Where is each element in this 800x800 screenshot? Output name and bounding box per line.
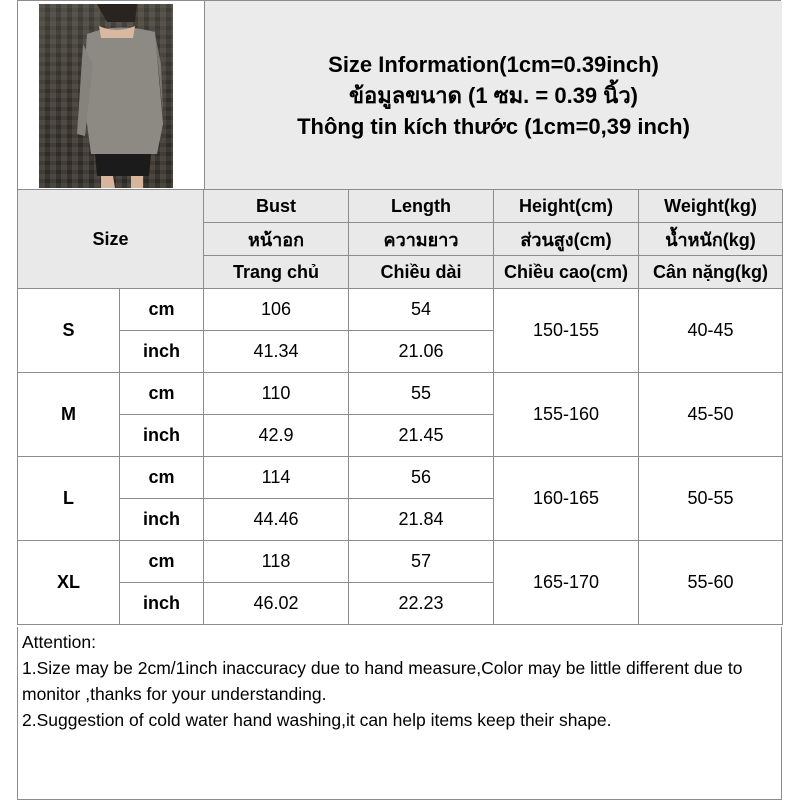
bust-cm-cell: 106	[204, 289, 349, 331]
bust-cm-cell: 110	[204, 373, 349, 415]
weight-cell: 55-60	[639, 541, 783, 625]
model-figure	[77, 4, 163, 188]
size-cell: L	[18, 457, 120, 541]
attention-note-2: 2.Suggestion of cold water hand washing,it can help items keep their shape.	[22, 710, 612, 730]
length-cm-cell: 57	[349, 541, 494, 583]
height-header-th: ส่วนสูง(cm)	[494, 223, 639, 256]
unit-cell: inch	[120, 415, 204, 457]
weight-header-th: น้ำหนัก(kg)	[639, 223, 783, 256]
height-cell: 155-160	[494, 373, 639, 457]
size-cell: S	[18, 289, 120, 373]
attention-note-1: 1.Size may be 2cm/1inch inaccuracy due to hand measure,Color may be little different due to monitor ,thanks for your understanding.	[22, 658, 743, 704]
unit-cell: cm	[120, 289, 204, 331]
length-cm-cell: 55	[349, 373, 494, 415]
weight-cell: 45-50	[639, 373, 783, 457]
height-header-en: Height(cm)	[494, 190, 639, 223]
weight-header-vi: Cân nặng(kg)	[639, 256, 783, 289]
length-cm-cell: 56	[349, 457, 494, 499]
bust-inch-cell: 41.34	[204, 331, 349, 373]
product-photo	[18, 1, 204, 190]
size-info-title-en: Size Information(1cm=0.39inch)	[328, 52, 659, 77]
weight-header-en: Weight(kg)	[639, 190, 783, 223]
height-cell: 160-165	[494, 457, 639, 541]
unit-cell: cm	[120, 373, 204, 415]
bust-header-en: Bust	[204, 190, 349, 223]
unit-cell: inch	[120, 583, 204, 625]
unit-cell: cm	[120, 541, 204, 583]
bust-header-th: หน้าอก	[204, 223, 349, 256]
attention-title: Attention:	[22, 632, 96, 652]
weight-cell: 50-55	[639, 457, 783, 541]
length-inch-cell: 21.45	[349, 415, 494, 457]
length-header-en: Length	[349, 190, 494, 223]
size-table	[17, 189, 783, 625]
bust-inch-cell: 42.9	[204, 415, 349, 457]
size-info-panel	[204, 1, 782, 190]
size-cell: XL	[18, 541, 120, 625]
product-image	[39, 4, 173, 188]
length-cm-cell: 54	[349, 289, 494, 331]
size-info-title-vi: Thông tin kích thước (1cm=0,39 inch)	[297, 114, 690, 139]
length-header-vi: Chiều dài	[349, 256, 494, 289]
attention-notes	[17, 627, 782, 800]
length-inch-cell: 21.84	[349, 499, 494, 541]
height-cell: 165-170	[494, 541, 639, 625]
bust-inch-cell: 46.02	[204, 583, 349, 625]
size-chart	[17, 0, 781, 800]
table-header-row	[18, 190, 783, 223]
table-row	[18, 373, 783, 415]
unit-cell: cm	[120, 457, 204, 499]
bust-cm-cell: 118	[204, 541, 349, 583]
table-row	[18, 457, 783, 499]
size-info-title-th: ข้อมูลขนาด (1 ซม. = 0.39 นิ้ว)	[348, 83, 638, 108]
bust-header-vi: Trang chủ	[204, 256, 349, 289]
length-inch-cell: 21.06	[349, 331, 494, 373]
size-column-header: Size	[18, 190, 204, 289]
length-inch-cell: 22.23	[349, 583, 494, 625]
table-row	[18, 541, 783, 583]
weight-cell: 40-45	[639, 289, 783, 373]
bust-cm-cell: 114	[204, 457, 349, 499]
unit-cell: inch	[120, 331, 204, 373]
height-header-vi: Chiều cao(cm)	[494, 256, 639, 289]
unit-cell: inch	[120, 499, 204, 541]
table-row	[18, 289, 783, 331]
length-header-th: ความยาว	[349, 223, 494, 256]
size-cell: M	[18, 373, 120, 457]
bust-inch-cell: 44.46	[204, 499, 349, 541]
header-band	[17, 0, 781, 189]
height-cell: 150-155	[494, 289, 639, 373]
